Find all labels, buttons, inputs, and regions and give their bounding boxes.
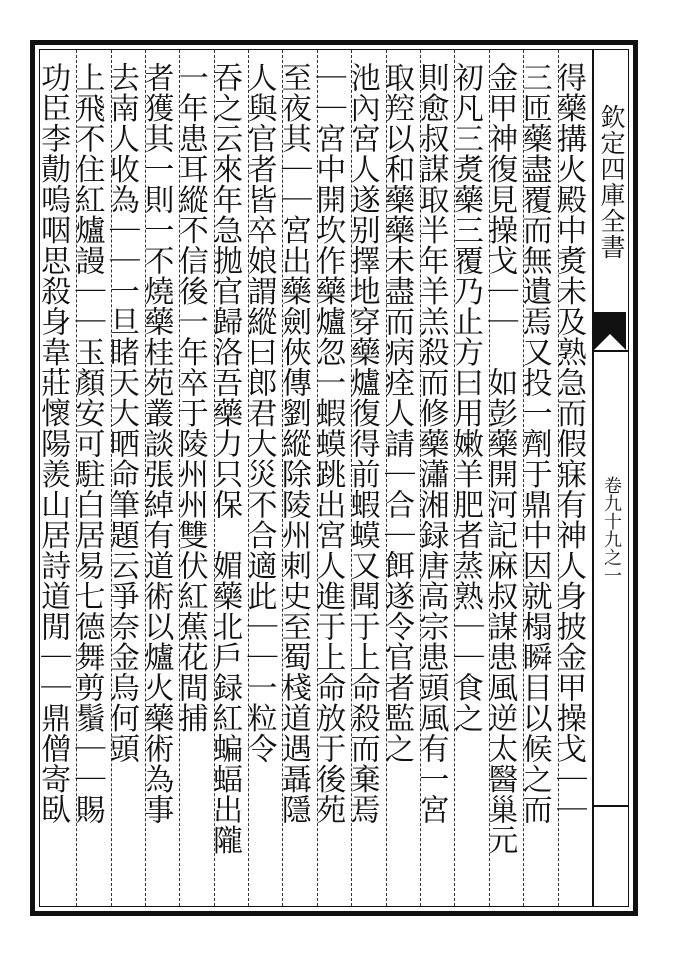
column-text: 上飛不住紅爐謾｜｜玉顏安可駐白居易七德舞剪鬚｜｜賜	[69, 62, 105, 825]
text-column	[69, 50, 110, 906]
column-text: 池內宮人遂别擇地穿藥爐復得前蝦蟆又聞于上命殺而棄焉	[344, 62, 380, 825]
text-columns	[35, 50, 592, 906]
text-column	[551, 50, 592, 906]
text-column	[207, 50, 248, 906]
column-text: 至夜其｜｜宮出藥劍俠傳劉縱除陵州刺史至蜀棧道遇聶隱	[275, 62, 311, 825]
text-column	[482, 50, 523, 906]
column-text: 初凡三煑藥三覆乃止方曰用嫩羊肥者蒸熟｜｜食之	[447, 62, 483, 733]
text-column	[379, 50, 420, 906]
page-frame	[30, 40, 638, 916]
header-column	[592, 50, 628, 906]
text-column	[447, 50, 488, 906]
column-text: 得藥搆火殿中煑未及熟急而假寐有神人身披金甲操戈｜｜	[551, 62, 586, 825]
column-text: 則愈叔謀取半年羊羔殺而修藥瀟湘録唐高宗患頭風有一宮	[413, 62, 449, 825]
page-frame-inner	[35, 49, 629, 907]
volume-label: 卷九十九之一	[601, 476, 622, 584]
column-text: ｜｜宮中開坎作藥爐忽一蝦蟆跳出宮人進于上命放于後苑	[310, 62, 346, 825]
column-text: 功臣李勣嗚咽思殺身韋莊懷陽羨山居詩道閒｜｜鼎僧寄臥	[35, 62, 71, 825]
text-column	[35, 50, 76, 906]
fish-tail-mark-icon	[592, 312, 628, 350]
text-column	[138, 50, 179, 906]
column-text: 一年患耳縱不信後一年卒于陵州州雙伏紅蕉花間捕	[172, 62, 208, 733]
text-column	[413, 50, 454, 906]
text-column	[344, 50, 385, 906]
column-text: 金甲神復見操戈｜｜ 如彭藥開河記麻叔謀患風逆太醫巢元	[482, 62, 518, 855]
column-text: 三匝藥盡覆而無遺焉又投一劑于鼎中因就榻瞬目以候之而	[516, 62, 552, 825]
text-column	[275, 50, 316, 906]
column-text: 去南人收為｜｜一旦睹天大晒命筆題云爭奈金烏何頭	[103, 62, 139, 764]
text-column	[516, 50, 557, 906]
book-title: 欽定四庫全書	[597, 103, 626, 260]
column-text: 人與官者皆卒娘謂縱曰郎君大災不合適此｜｜一粒令	[241, 62, 277, 764]
column-text: 者獲其一則一不燒藥桂苑叢談張綽有道術以爐火藥術為事	[138, 62, 174, 825]
header-divider-top	[594, 350, 628, 352]
column-text: 吞之云來年急拋官歸洛吾藥力只保 媚藥北戶録紅蝙蝠出隴	[207, 62, 243, 855]
text-column	[103, 50, 145, 906]
header-divider-bottom	[594, 805, 628, 807]
text-column	[310, 50, 351, 906]
text-column	[172, 50, 213, 906]
text-column	[241, 50, 282, 906]
column-text: 取羫以和藥藥未盡而病痊人請｜合｜餌遂令官者監之	[379, 62, 415, 764]
